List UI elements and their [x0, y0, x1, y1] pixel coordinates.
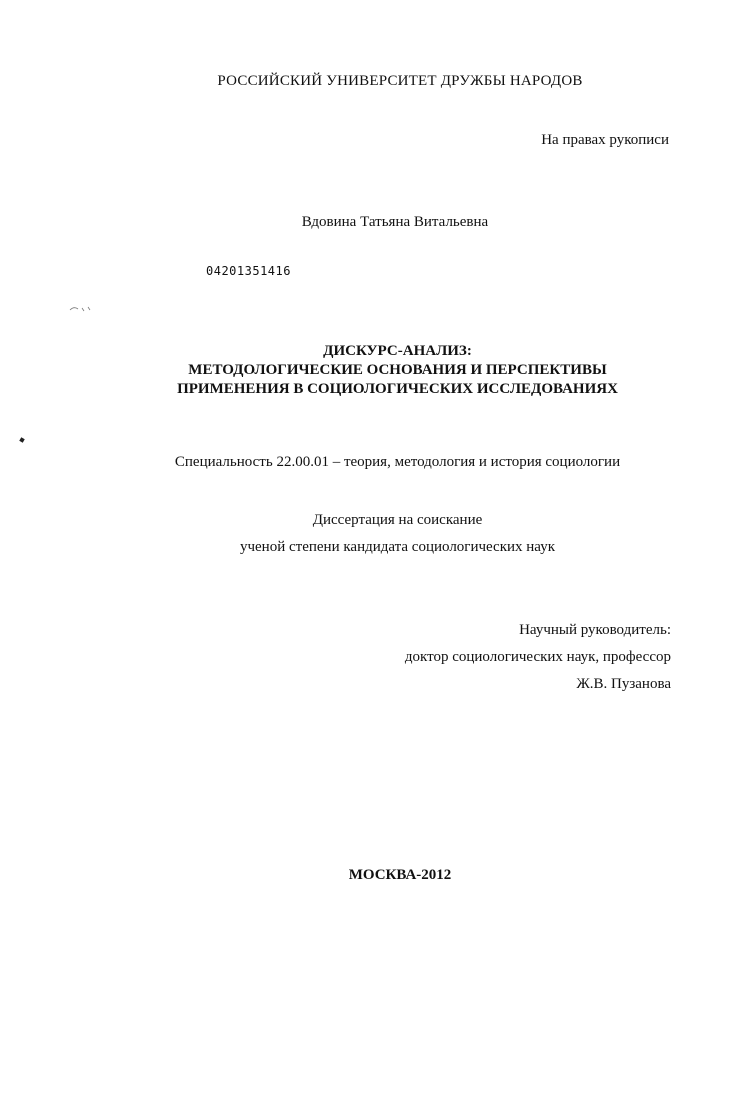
catalog-code: 04201351416: [206, 264, 291, 278]
city-year: МОСКВА-2012: [348, 867, 452, 883]
dissertation-line-2: ученой степени кандидата социологических наук: [239, 539, 555, 555]
supervisor-name: Ж.В. Пузанова: [576, 676, 671, 692]
scan-speck-icon: [19, 437, 24, 442]
specialty: Специальность 22.00.01 – теория, методология и история социологии: [174, 454, 621, 470]
university-name: РОССИЙСКИЙ УНИВЕРСИТЕТ ДРУЖБЫ НАРОДОВ: [217, 73, 583, 89]
dissertation-line-1: Диссертация на соискание: [312, 512, 483, 528]
manuscript-note: На правах рукописи: [541, 132, 669, 148]
title-line-2: МЕТОДОЛОГИЧЕСКИЕ ОСНОВАНИЯ И ПЕРСПЕКТИВЫ: [188, 362, 607, 378]
author-name: Вдовина Татьяна Витальевна: [301, 214, 489, 230]
scan-mark-icon: [68, 302, 98, 314]
supervisor-heading: Научный руководитель:: [519, 622, 671, 638]
supervisor-degree: доктор социологических наук, профессор: [404, 649, 671, 665]
title-line-3: ПРИМЕНЕНИЯ В СОЦИОЛОГИЧЕСКИХ ИССЛЕДОВАНИЯХ: [177, 381, 618, 397]
title-line-1: ДИСКУРС-АНАЛИЗ:: [323, 343, 472, 359]
